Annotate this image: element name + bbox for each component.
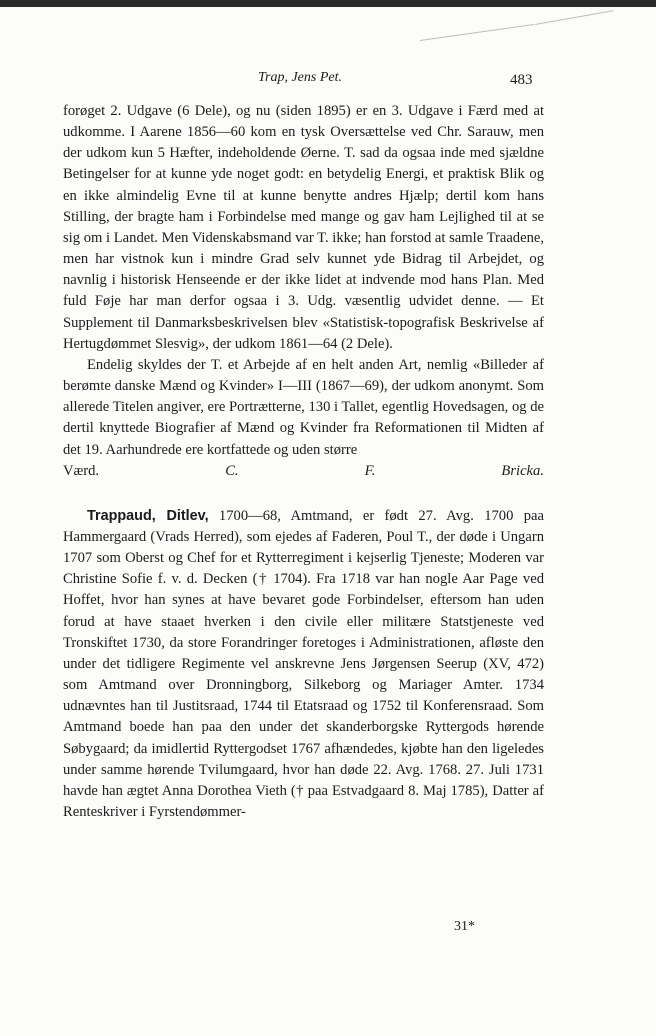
page-header xyxy=(0,70,656,92)
running-head: Trap, Jens Pet. xyxy=(258,70,342,85)
author-signature: C. F. Bricka. xyxy=(225,462,544,479)
article-paragraph: forøget 2. Udgave (6 Dele), og nu (siden 1895) er en 3. Udgave i Færd med at udkomme. I Aarene 1856—60 kom en tysk Oversættelse ved Chr. Sarauw, men der udkom kun 5 Hæfter, indeholdende Øerne. T. sad da ogsaa inde med sjældne Betingelser for at kunne yde noget godt: en betydelig Energi, et praktisk Blik og en ikke almindelig Evne til at kunne benytte andres Hjælp; dertil kom hans Stilling, der bragte ham i Forbindelse med mange og gav ham Lejlighed til at se sig om i Landet. Men Videnskabsmand var T. ikke; han forstod at samle Traadene, men har vistnok kun i mindre Grad selv kunnet yde Bidrag til Arbejdet, og navnlig i historisk Henseende er der ikke lidet at indvende mod hans Plan. Med fuld Føje har man derfor ogsaa i 3. Udg. væsentlig udvidet denne. — Et Supplement til Danmarksbeskrivelsen blev «Statistisk-topografisk Beskrivelse af Hertugdømmet Slesvig», der udkom 1861—64 (2 Dele). xyxy=(63,103,544,352)
page-top-edge xyxy=(0,0,656,7)
page-body xyxy=(63,101,544,823)
article-paragraph xyxy=(63,506,544,823)
article-headword: Trappaud, Ditlev, xyxy=(87,507,209,524)
article-text: 1700—68, Amtmand, er født 27. Avg. 1700 paa Hammergaard (Vrads Herred), som ejedes af Faderen, Poul T., der døde i Ungarn 1707 som Oberst og Chef for et Rytterregiment i kejserlig Tjeneste; Moderen var Christine Sofie f. v. d. Decken († 1704). Fra 1718 var han nogle Aar Page ved Hoffet, hvor han synes at have bevaret gode Forbindelser, eftersom han uden forud at have staaet hverken i den civile eller militære Statstjeneste ved Tronskiftet 1730, da store Forandringer foretoges i Administrationen, afløste den under det tidligere Regimente vel anskrevne Jens Jørgensen Seerup (XV, 472) som Amtmand over Dronningborg, Silkeborg og Mariager Amter. 1734 udnævntes han til Justitsraad, 1744 til Etatsraad og 1752 til Konferensraad. Som Amtmand boede han paa den under det skanderborgske Ryttergods hørende Søbygaard; da imidlertid Ryttergodset 1767 afhændedes, kjøbte han den ligeledes under samme hørende Tvilumgaard, hvor han døde 22. Avg. 1768. 27. Juli 1731 havde han ægtet Anna Dorothea Vieth († paa Estvadgaard 8. Maj 1785), Datter af Renteskriver i Fyrstendømmer- xyxy=(63,507,544,820)
signature-mark: 31* xyxy=(454,919,475,934)
decorative-pencil-line xyxy=(535,10,614,25)
signature-line xyxy=(63,461,544,482)
decorative-pencil-line xyxy=(420,24,534,41)
page-number: 483 xyxy=(510,72,533,88)
article-paragraph: Endelig skyldes der T. et Arbejde af en helt anden Art, nemlig «Billeder af berømte danske Mænd og Kvinder» I—III (1867—69), der udkom anonymt. Som allerede Titelen angiver, ere Portrætterne, 130 i Tallet, egentlig Hovedsagen, og de dertil knyttede Biografier af Mænd og Kvinder fra Reformationen til Midten af det 19. Aarhundrede ere kortfattede og uden større xyxy=(63,356,544,458)
article-separator xyxy=(63,482,544,506)
paragraph-end-word: Værd. xyxy=(63,462,100,479)
